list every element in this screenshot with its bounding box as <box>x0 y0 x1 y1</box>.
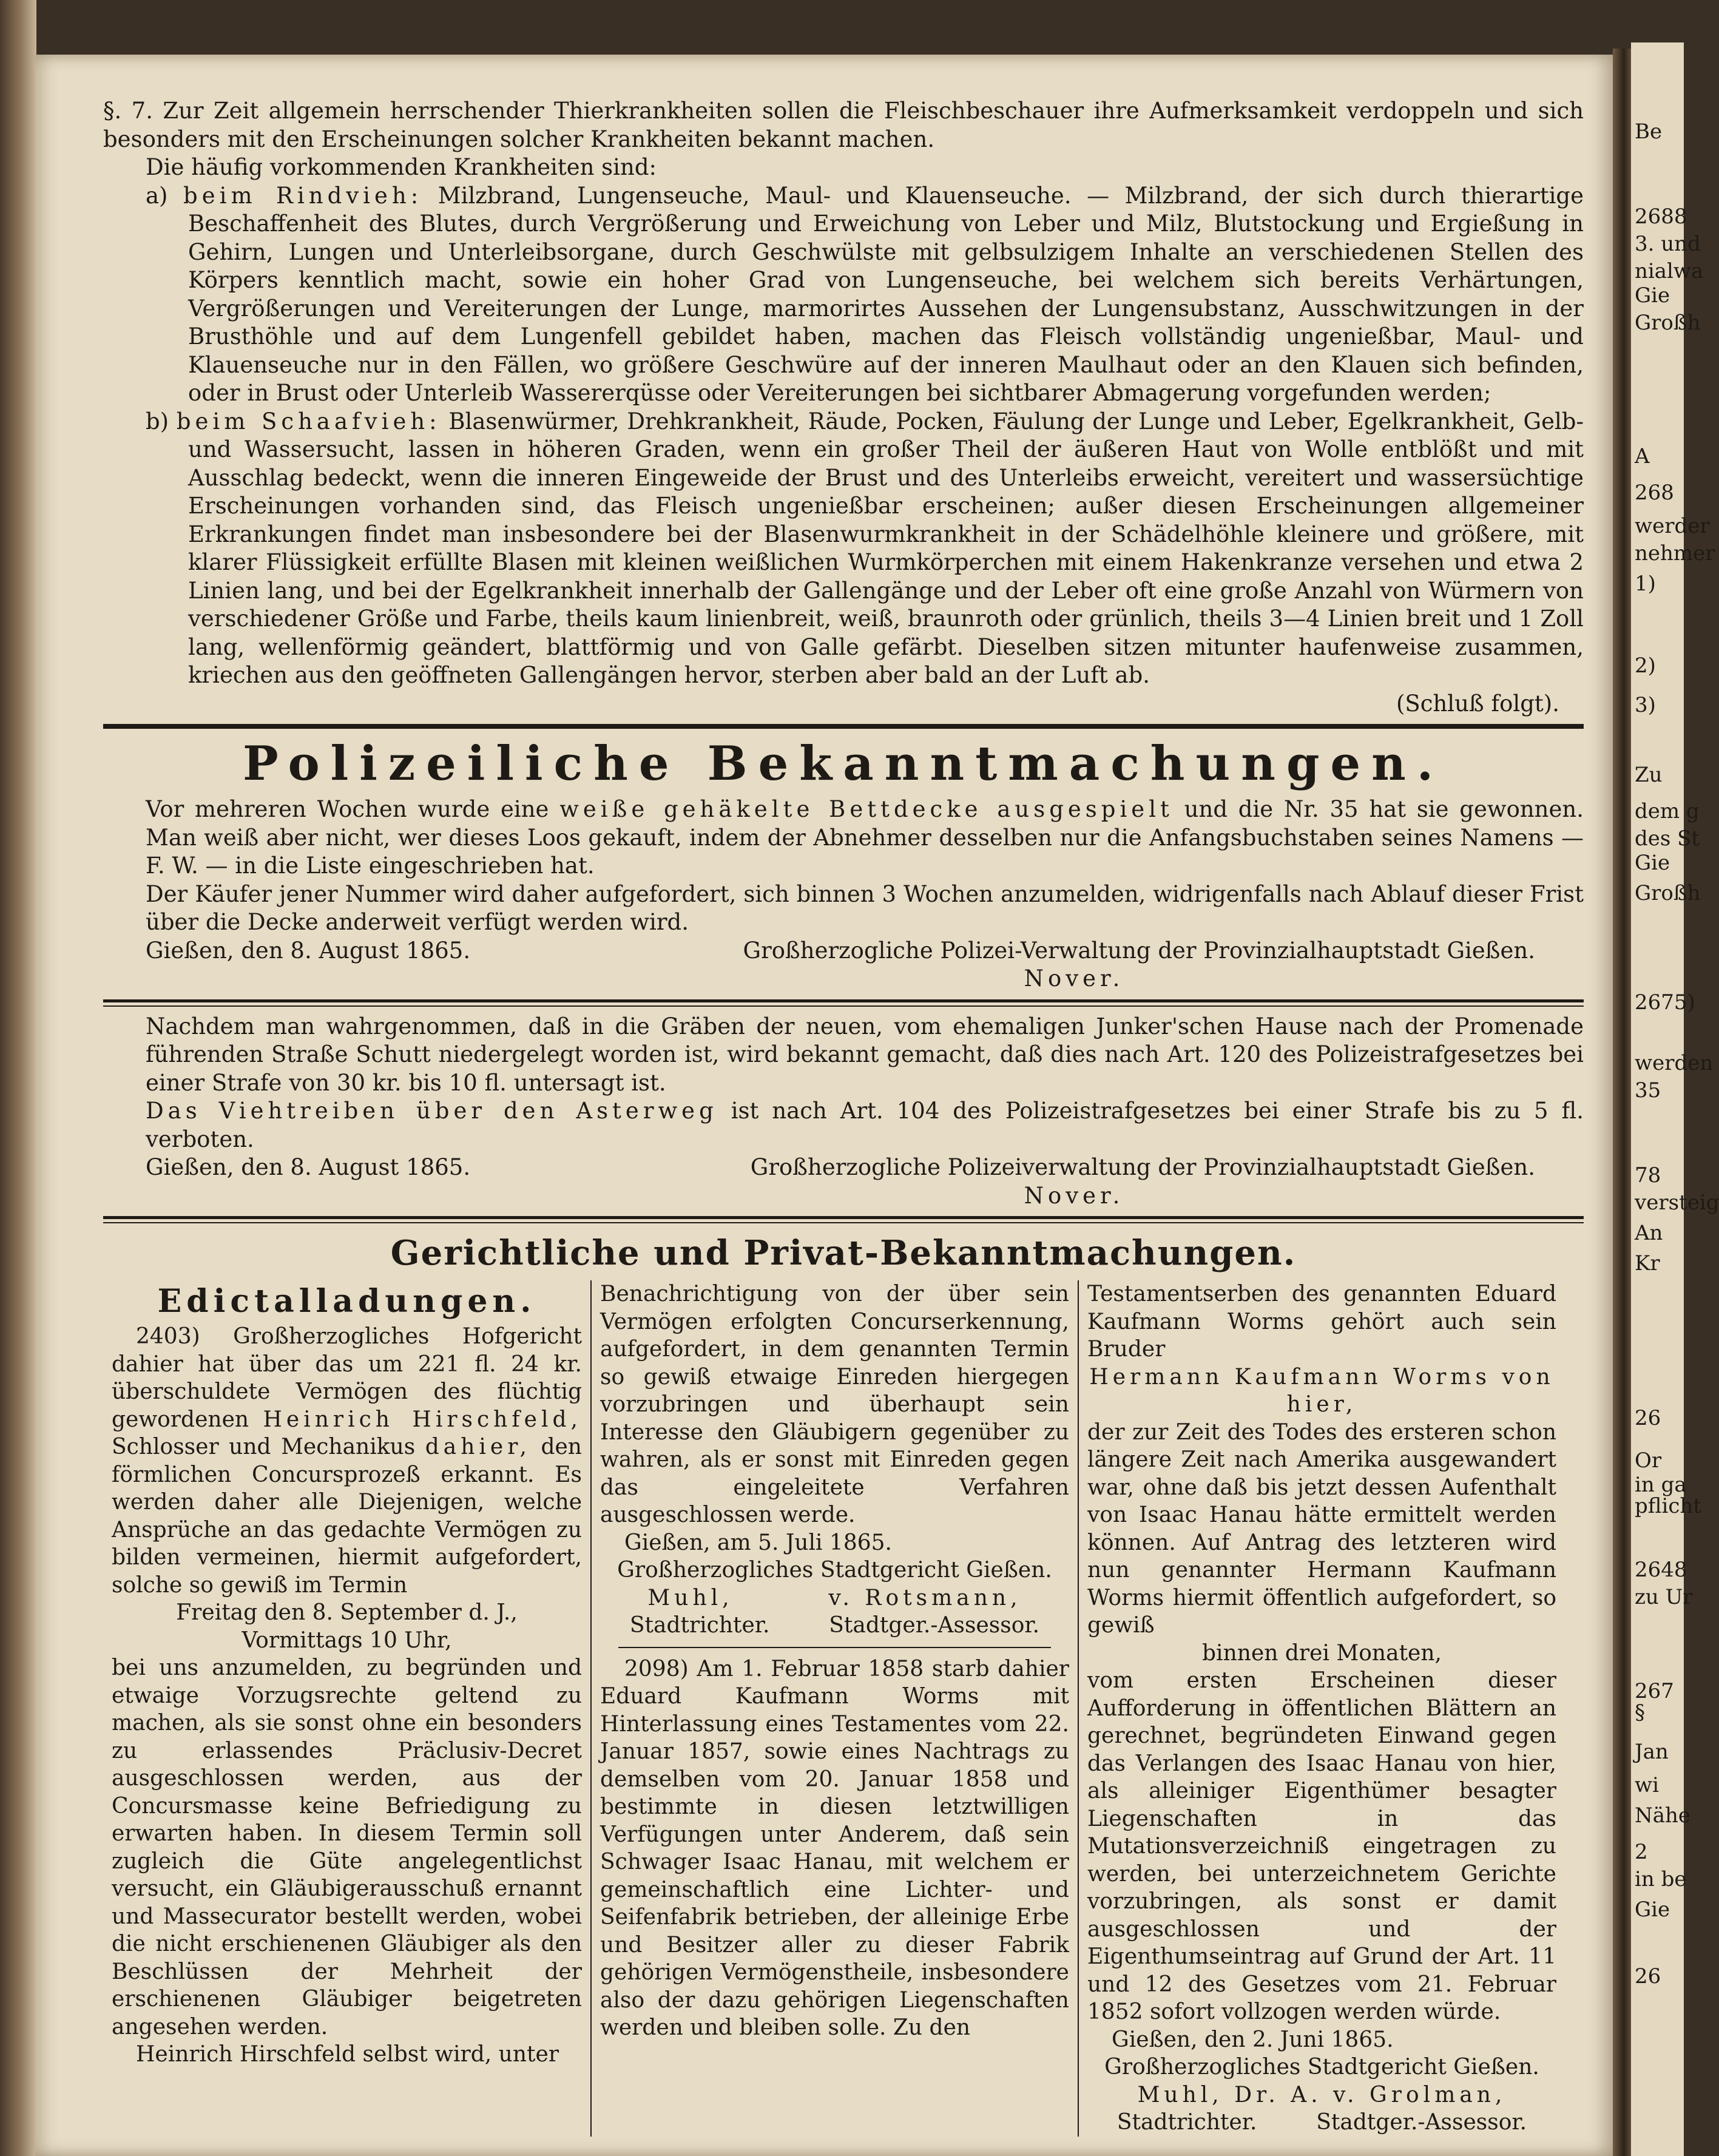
edict-2403-a: 2403) Großherzogliches Hofgericht dahier hat über das um 221 fl. 24 kr. überschuldete Vermögen des flüchtig gewordenen <box>112 1324 582 1432</box>
item-b-label: b) <box>146 408 169 434</box>
edict-2403-signatures <box>600 1584 1069 1612</box>
next-page-fragment: pflicht <box>1635 1494 1701 1518</box>
next-page-fragment: 3. und <box>1635 232 1701 256</box>
next-page-fragment: Gie <box>1635 283 1670 308</box>
signature-muhl: Muhl, <box>647 1585 734 1610</box>
police-title: Polizeiliche Bekanntmachungen. <box>243 736 1444 791</box>
next-page-fragment: 2648 <box>1635 1558 1687 1582</box>
edict-2403-c: dahier, <box>425 1435 531 1459</box>
court-columns <box>103 1280 1584 2137</box>
next-page-fragment: werden <box>1635 1051 1714 1075</box>
next-page-fragment: Or <box>1635 1448 1662 1473</box>
notice-2-footer <box>103 1154 1584 1182</box>
edict-2098-date: Gießen, den 2. Juni 1865. <box>1112 2027 1394 2052</box>
edict-2403-term-time: Vormittags 10 Uhr, <box>241 1627 452 1653</box>
notice-2-signer: Nover. <box>1024 1182 1124 1209</box>
notice-2-text: Nachdem man wahrgenommen, daß in die Gräben der neuen, vom ehemaligen Junker'schen Hause nach der Promenade führenden Straße Schutt niedergelegt worden ist, wird bekannt gemacht, daß dies nach Art. 120 des Polizeistrafgesetzes bei einer Strafe von 30 kr. bis 10 fl. untersagt ist. <box>146 1013 1584 1096</box>
notice-2-cattle <box>103 1097 1584 1154</box>
edict-2403-b: Schlosser und Mechanikus <box>112 1435 416 1459</box>
edict-2098-body-2: vom ersten Erscheinen dieser Aufforderung in öffentlichen Blättern an gerechnet, begründeten Einwand gegen das Verlangen des Isaac Hanau von hier, als alleiniger Eigenthümer besagter Liegenschaften in das Mutationsverzeichniß eingetragen zu werden, bei unterzeichnetem Gerichte vorzubringen, als sonst er damit ausgeschlossen und der Eigenthumseintrag auf Grund der Art. 11 und 12 des Gesetzes vom 21. Februar 1852 sofort vollzogen werden würde. <box>1087 1668 1556 2024</box>
divider <box>103 1216 1584 1223</box>
court-title: Gerichtliche und Privat-Bekanntmachungen. <box>390 1233 1297 1273</box>
next-page-fragment: 1) <box>1635 572 1656 596</box>
next-page-fragment: nehmer <box>1635 541 1715 566</box>
next-page-fragment: Kr <box>1635 1251 1660 1276</box>
next-page-fragment: 78 <box>1635 1163 1661 1188</box>
next-page-fragment: zu Ur <box>1635 1585 1693 1609</box>
next-page-fragment: 268 <box>1635 481 1674 505</box>
divider <box>103 999 1584 1007</box>
next-page-fragment: nialwa <box>1635 259 1704 283</box>
item-b-text: Blasenwürmer, Drehkrankheit, Räude, Pocken, Fäulung der Lunge und Leber, Egelkrankheit, Gelb- und Wassersucht, lassen in höheren Graden, wenn ein großer Theil der äußeren Haut von Wolle entblößt und mit Ausschlag bedeckt, wenn die inneren Eingeweide der Brust und des Unterleibs erweicht, vereitert und wassersüchtige Erscheinungen vorhanden sind, das Fleisch ungenießbar erscheinen; außer diesen Erscheinungen allgemeiner Erkrankungen findet man insbesondere bei der Blasenwurmkrankheit in der Schädelhöhle kleinere und größere, mit klarer Flüssigkeit erfüllte Blasen mit kleinen weißlichen Wurmkörperchen mit einem Hakenkranze versehen und etwa 2 Linien lang, und bei der Egelkrankheit innerhalb der Gallengänge und der Leber oft eine große Anzahl von Würmern von verschiedener Größe und Farbe, theils kaum linienbreit, weiß, braunroth oder grünlich, theils 3—4 Linien breit und 1 Zoll lang, wellenförmig geändert, blattförmig und von Galle gefärbt. Dieselben sitzen mitunter haufenweise zusammen, kriechen aus den geöffneten Gallengängen hervor, sterben aber bald an der Luft ab. <box>188 408 1584 688</box>
next-page-fragment: in ga <box>1635 1473 1687 1497</box>
item-a-label: a) <box>146 182 168 209</box>
edict-2403-term-day: Freitag den 8. September d. J., <box>176 1600 518 1625</box>
notice-2-cattle-text: ist nach Art. 104 des Polizeistrafgesetzes bei einer Strafe bis zu 5 fl. verboten. <box>146 1098 1584 1152</box>
police-notice-1 <box>103 796 1584 993</box>
next-page-fragment: An <box>1635 1221 1663 1245</box>
next-page-fragment: werder <box>1635 514 1710 538</box>
item-b-lead: beim Schaafvieh: <box>176 408 441 434</box>
role-assessor: Stadtger.-Assessor. <box>829 1613 1040 1638</box>
edict-heading: Edictalladungen. <box>157 1283 536 1320</box>
edict-2098-name: Hermann Kaufmann Worms von hier, <box>1089 1364 1555 1417</box>
next-page-fragment: des St <box>1635 826 1700 851</box>
police-notice-2 <box>103 1013 1584 1211</box>
edict-2403 <box>112 1323 582 1599</box>
notice-1-date: Gießen, den 8. August 1865. <box>146 937 471 964</box>
signature-rotsmann: v. Rotsmann, <box>828 1585 1022 1610</box>
next-page-fragment: Gie <box>1635 851 1670 875</box>
edict-2403-date: Gießen, am 5. Juli 1865. <box>624 1530 892 1555</box>
book-binding <box>0 0 36 2156</box>
next-page-fragment: A <box>1635 444 1650 468</box>
edict-2403-name: Heinrich Hirschfeld, <box>263 1407 582 1432</box>
next-page-fragment: Großh <box>1635 881 1701 905</box>
role-judge: Stadtrichter. <box>1116 2110 1257 2135</box>
role-judge: Stadtrichter. <box>629 1613 770 1638</box>
next-page-fragment: Zu <box>1635 763 1663 787</box>
edict-2098: 2098) Am 1. Februar 1858 starb dahier Eduard Kaufmann Worms mit Hinterlassung eines Testamentes vom 22. Januar 1857, sowie eines Nachtrags zu demselben vom 20. Januar 1858 und bestimmte in diesen letztwilligen Verfügungen unter Anderem, daß sein Schwager Isaac Hanau, mit welchem er gemeinschaftlich eine Lichter- und Seifenfabrik betrieben, der alleinige Erbe und Besitzer aller zu dieser Fabrik gehörigen Vermögenstheile, insbesondere also der dazu gehörigen Liegenschaften werden und bleiben solle. Zu den <box>600 1656 1069 2040</box>
next-page-fragment: wi <box>1635 1773 1659 1797</box>
notice-1-text-c: und die Nr. 35 hat sie gewonnen. Man weiß aber nicht, wer dieses Loos gekauft, indem der Abnehmer desselben nur die Anfangsbuchstaben seines Namens — F. W. — in die Liste eingeschrieben hat. <box>146 796 1584 879</box>
next-page-fragment: versteig <box>1635 1191 1719 1215</box>
item-a <box>103 182 1584 408</box>
notice-2-date: Gießen, den 8. August 1865. <box>146 1154 471 1180</box>
next-page-fragment: Nähe <box>1635 1803 1691 1828</box>
notice-1-text-a: Vor mehreren Wochen wurde eine <box>146 796 549 822</box>
item-a-text: Milzbrand, Lungenseuche, Maul- und Klauenseuche. — Milzbrand, der sich durch thierartige Beschaffenheit des Blutes, durch Vergrößerung und Erweichung von Leber und Milz, Blutstockung und Ergießung in Gehirn, Lungen und Unterleibsorgane, durch Geschwülste mit gelbsulzigem Inhalte an verschiedenen Stellen des Körpers kenntlich macht, sowie ein hoher Grad von Lungenseuche, bei welchem sich bereits Verhärtungen, Vergrößerungen und Vereiterungen der Lunge, marmorirtes Aussehen der Lungensubstanz, Ausschwitzungen in der Brusthöhle und auf dem Lungenfell gebildet haben, machen das Fleisch vollständig ungenießbar, Maul- und Klauenseuche nur in den Fällen, wo größere Geschwüre auf der inneren Maulhaut oder an den Klauen sich befinden, oder in Brust oder Unterleib Wassererqüsse oder Vereiterungen bei sichtbarer Abmagerung vorgefunden werden; <box>188 182 1584 406</box>
next-page-fragment: Be <box>1635 120 1663 144</box>
notice-2-cattle-subject: Das Viehtreiben über den Asterweg <box>146 1098 718 1124</box>
next-page-fragment: in be <box>1635 1867 1687 1891</box>
section-7-list-intro: Die häufig vorkommenden Krankheiten sind: <box>146 154 657 180</box>
next-page-fragment: 26 <box>1635 1964 1661 1989</box>
next-page-fragment: 2) <box>1635 654 1656 678</box>
edict-2403-body: bei uns anzumelden, zu begründen und etwaige Vorzugsrechte geltend zu machen, als sie sonst ohne ein besonders zu erlassendes Präclusiv-Decret ausgeschlossen werden, aus der Concursmasse keine Befriedigung zu erwarten haben. In diesem Termin soll zugleich die Güte angelegentlichst versucht, ein Gläubigerausschuß ernannt und Massecurator bestellt werden, wobei die nicht erschienenen Gläubiger als den Beschlüssen der Mehrheit der erschienenen Gläubiger beigetreten angesehen werden. <box>112 1655 582 2039</box>
section-7 <box>103 97 1584 718</box>
next-page-fragment: Jan <box>1635 1740 1669 1764</box>
edict-2403-tail: Heinrich Hirschfeld selbst wird, unter <box>136 2042 559 2067</box>
edict-2403-authority: Großherzogliches Stadtgericht Gießen. <box>617 1558 1052 1583</box>
next-page-fragment: 2 <box>1635 1840 1648 1864</box>
next-page-fragment: 3) <box>1635 693 1656 717</box>
role-assessor: Stadtger.-Assessor. <box>1316 2110 1527 2135</box>
notice-2-authority: Großherzogliche Polizeiverwaltung der Provinzialhauptstadt Gießen. <box>750 1154 1535 1180</box>
notice-1-signer: Nover. <box>1024 965 1124 992</box>
edict-2098-continued: Testamentserben des genannten Eduard Kaufmann Worms gehört auch sein Bruder <box>1087 1282 1556 1362</box>
divider <box>103 724 1584 729</box>
column-3 <box>1078 1280 1565 2137</box>
notice-1-text <box>103 796 1584 880</box>
section-7-intro: §. 7. Zur Zeit allgemein herrschender Thierkrankheiten sollen die Fleischbeschauer ihre Aufmerksamkeit verdoppeln und sich besonders mit den Erscheinungen solcher Krankheiten bekannt machen. <box>103 98 1584 152</box>
page-gutter <box>1613 49 1631 2156</box>
next-page-fragment: dem g <box>1635 799 1700 823</box>
next-page-fragment: 2675) <box>1635 990 1695 1015</box>
notice-1-item: weiße gehäkelte Bettdecke ausgespielt <box>559 796 1174 822</box>
edict-2098-body: der zur Zeit des Todes des ersteren schon längere Zeit nach Amerika ausgewandert war, ohne daß bis jetzt dessen Aufenthalt von Isaac Hanau hätte ermittelt werden können. Auf Antrag des letzteren wird nun genannter Hermann Kaufmann Worms hiermit öffentlich aufgefordert, so gewiß <box>1087 1419 1556 1638</box>
notice-1-request: Der Käufer jener Nummer wird daher aufgefordert, sich binnen 3 Wochen anzumelden, widrigenfalls nach Ablauf dieser Frist über die Decke anderweit verfügt werden wird. <box>146 880 1584 935</box>
item-a-lead: beim Rindvieh: <box>183 182 423 209</box>
next-page-fragment: 2688 <box>1635 204 1687 229</box>
edict-2098-authority: Großherzogliches Stadtgericht Gießen. <box>1104 2055 1539 2080</box>
next-page-edge <box>1631 42 1719 2156</box>
edict-2098-signatures: Muhl, Dr. A. v. Grolman, <box>1137 2082 1507 2107</box>
edict-2403-continued: Benachrichtigung von der über sein Vermögen erfolgten Concurserkennung, aufgefordert, in dem genannten Termin so gewiß etwaige Einreden hiergegen vorzubringen und überhaupt sein Interesse den Gläubigern gegenüber zu wahren, als er sonst mit Einreden gegen das eingeleitete Verfahren ausgeschlossen werde. <box>600 1282 1069 1527</box>
next-page-fragment: Großh <box>1635 311 1701 335</box>
notice-1-footer <box>103 937 1584 965</box>
next-page-fragment: 35 <box>1635 1078 1661 1103</box>
edict-2098-roles <box>1087 2109 1556 2137</box>
next-page-fragment: § <box>1635 1700 1645 1725</box>
edict-2403-roles <box>600 1612 1069 1640</box>
next-page-fragment: 26 <box>1635 1406 1661 1430</box>
item-b <box>103 408 1584 690</box>
edict-2098-term: binnen drei Monaten, <box>1202 1640 1442 1666</box>
column-1 <box>103 1280 590 2137</box>
next-page-fragment: Gie <box>1635 1897 1670 1922</box>
divider <box>618 1647 1051 1648</box>
notice-1-authority: Großherzogliche Polizei-Verwaltung der Provinzialhauptstadt Gießen. <box>743 937 1535 964</box>
edict-2403-d: den förmlichen Concursprozeß erkannt. Es werden daher alle Diejenigen, welche Ansprüche an das gedachte Vermögen zu bilden vermeinen, hiermit aufgefordert, solche so gewiß im Termin <box>112 1435 582 1598</box>
column-2 <box>590 1280 1078 2137</box>
page-content <box>103 97 1584 2137</box>
to-be-continued: (Schluß folgt). <box>1396 690 1559 717</box>
next-page-fragment: 267 <box>1635 1679 1674 1703</box>
